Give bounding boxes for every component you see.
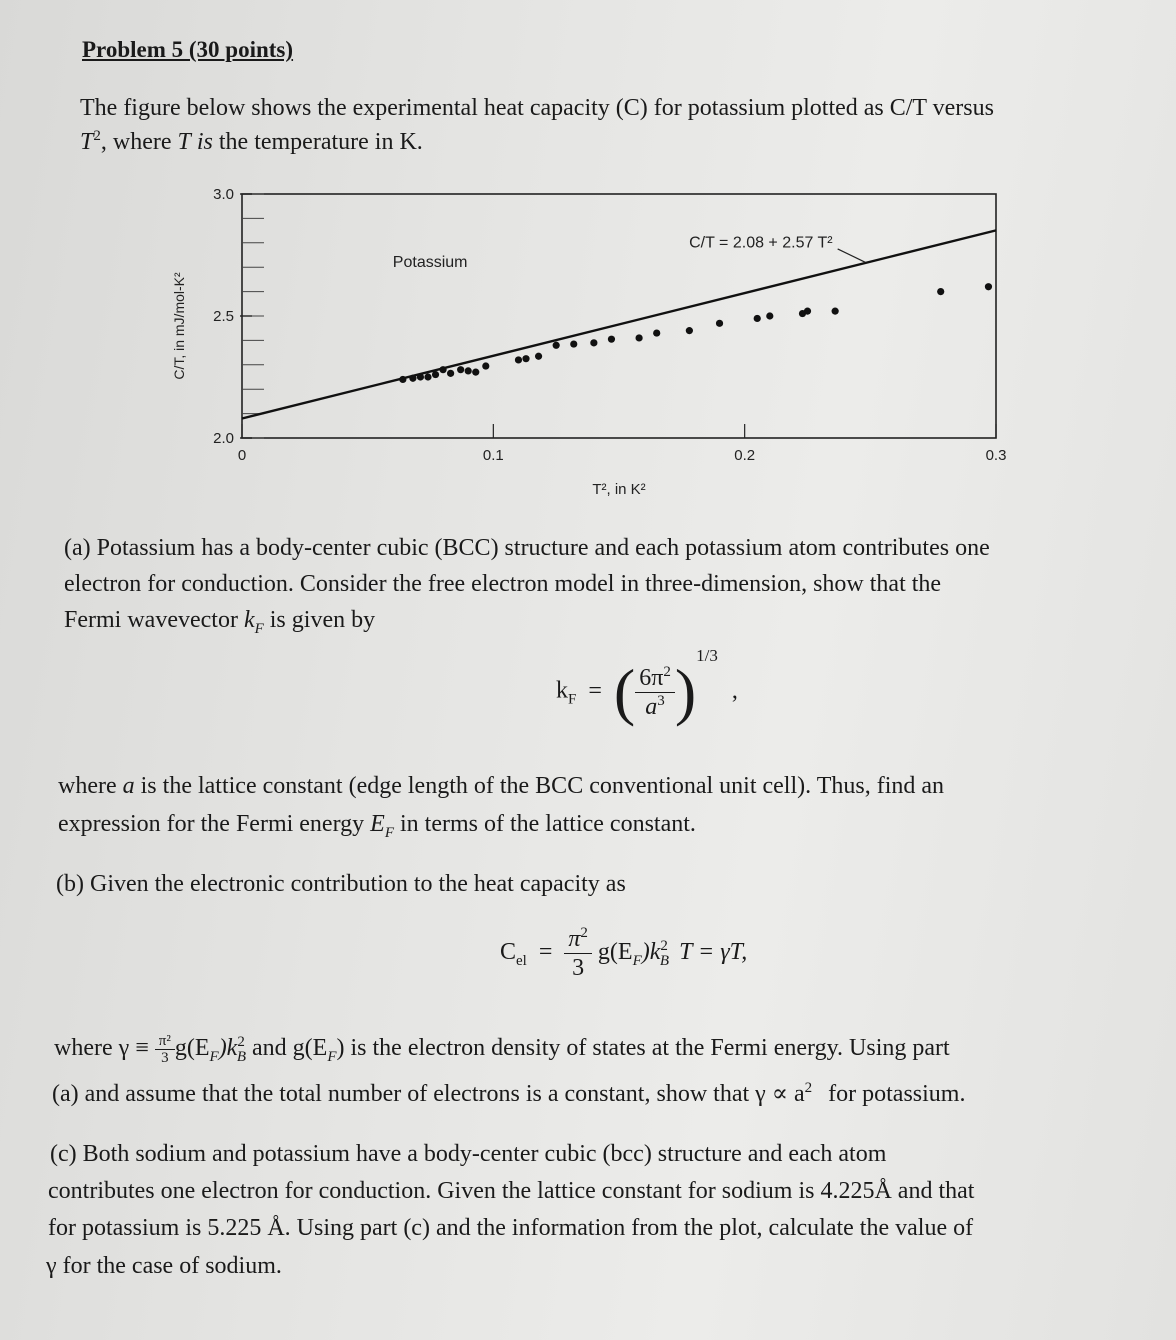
data-point [472, 369, 479, 376]
heat-capacity-chart [160, 170, 1040, 510]
part-b-line-1: (b) Given the electronic contribution to the heat capacity as [56, 871, 626, 897]
data-point [653, 329, 660, 336]
data-point [754, 315, 761, 322]
right-paren-icon: ) [674, 656, 697, 727]
data-point [522, 355, 529, 362]
eq-kf-exponent: 1/3 [696, 645, 718, 665]
part-b-g-sub: F [209, 1048, 219, 1065]
part-b-k: )k [218, 1035, 238, 1061]
data-point [482, 362, 489, 369]
part-c-line-3: for potassium is 5.225 Å. Using part (c) and the information from the plot, calculate the value of [48, 1215, 974, 1241]
eq-kf-fraction [635, 664, 675, 721]
y-tick-label: 2.0 [213, 430, 234, 447]
fit-label-pointer [838, 249, 866, 262]
part-a-line-4 [58, 768, 944, 804]
part-a-line-1: (a) Potassium has a body-center cubic (BCC) structure and each potassium atom contributes one [64, 535, 990, 561]
data-point [447, 370, 454, 377]
y-axis-label: C/T, in mJ/mol-K² [171, 272, 187, 380]
eq-kf-den: a [645, 693, 658, 720]
x-tick-label: 0.2 [734, 447, 756, 464]
eq-cel-num-sup: 2 [580, 925, 588, 941]
part-a-ef-sub: F [384, 824, 394, 841]
eq-kf-num: 6π [639, 664, 664, 691]
y-tick-label: 2.5 [213, 308, 234, 325]
part-b-k-sup: 2 [237, 1034, 245, 1050]
part-a-fermi-label: Fermi wavevector [64, 607, 238, 633]
heat-capacity-equation [500, 925, 747, 982]
intro-t-sup: 2 [93, 128, 101, 144]
data-point [399, 376, 406, 383]
eq-cel-den: 3 [572, 955, 585, 981]
fermi-wavevector-equation [556, 645, 738, 727]
part-c-line-1: (c) Both sodium and potassium have a body-center cubic (bcc) structure and each atom [50, 1141, 887, 1167]
data-point [553, 342, 560, 349]
part-a-ef-var: E [370, 811, 385, 837]
eq-kf-lhs-sub: F [568, 691, 577, 708]
part-b-inline-num: π² [155, 1033, 175, 1050]
part-b-proportional: (a) and assume that the total number of electrons is a constant, show that γ ∝ a [52, 1081, 805, 1107]
data-point [535, 353, 542, 360]
eq-cel-num: π [568, 926, 581, 952]
intro-t-var-2: T [177, 129, 191, 155]
eq-cel-g: g(E [597, 939, 633, 966]
intro-is: is [196, 129, 213, 155]
data-point [937, 288, 944, 295]
part-b-and-g: and g(E [252, 1035, 328, 1061]
y-tick-label: 3.0 [213, 186, 234, 203]
eq-cel-rhs: T = γT, [679, 939, 748, 966]
part-a-a-var: a [122, 773, 135, 799]
data-point [985, 283, 992, 290]
eq-cel-equals: = [538, 939, 553, 966]
part-b-g: g(E [174, 1035, 210, 1061]
data-point [515, 356, 522, 363]
part-b-line-3 [52, 1076, 965, 1112]
data-point [457, 366, 464, 373]
data-point [439, 366, 446, 373]
part-a-kf-sub: F [254, 620, 264, 637]
fit-equation-label: C/T = 2.08 + 2.57 T² [689, 234, 833, 252]
eq-cel-g-sub: F [632, 952, 642, 969]
x-tick-label: 0.3 [985, 447, 1007, 464]
data-point [424, 373, 431, 380]
part-b-inline-fraction [155, 1033, 175, 1066]
eq-cel-k: )k [641, 939, 661, 966]
intro-line-1: The figure below shows the experimental heat capacity (C) for potassium plotted as C/T versus [80, 95, 994, 121]
data-point [636, 334, 643, 341]
part-a-lattice-text: is the lattice constant (edge length of the BCC conventional unit cell). Thus, find an [140, 773, 945, 799]
part-a-kf-var: k [243, 607, 255, 633]
data-point [766, 312, 773, 319]
eq-kf-num-sup: 2 [663, 663, 671, 680]
part-b-dos-text: ) is the electron density of states at the Fermi energy. Using part [336, 1035, 950, 1061]
data-point [570, 340, 577, 347]
eq-kf-comma: , [731, 677, 738, 704]
part-b-for-potassium: for potassium. [828, 1081, 966, 1107]
eq-cel-lhs-sub: el [516, 952, 527, 969]
eq-kf-den-sup: 3 [657, 692, 665, 709]
intro-end: the temperature in K. [218, 129, 423, 155]
eq-cel-k-sub: B [659, 952, 670, 969]
intro-where: , where [100, 129, 172, 155]
part-a-line-2: electron for conduction. Consider the free electron model in three-dimension, show that the [64, 571, 942, 597]
part-b-k-sub: B [236, 1048, 247, 1065]
data-point [608, 336, 615, 343]
part-b-a-sup: 2 [804, 1080, 813, 1096]
data-point [804, 308, 811, 315]
part-a-where: where [58, 773, 117, 799]
left-paren-icon: ( [613, 656, 636, 727]
part-a-expr: expression for the Fermi energy [58, 811, 365, 837]
part-a-terms: in terms of the lattice constant. [399, 811, 696, 837]
problem-title: Problem 5 (30 points) [82, 37, 294, 62]
part-b-where-gamma: where γ ≡ [54, 1035, 149, 1061]
data-point [832, 308, 839, 315]
x-axis-label: T², in K² [592, 481, 646, 498]
eq-cel-k-sup: 2 [660, 938, 668, 955]
eq-cel-lhs: C [500, 939, 517, 966]
material-annotation: Potassium [392, 254, 468, 272]
part-b-inline-den: 3 [161, 1049, 169, 1066]
data-point [465, 367, 472, 374]
part-b-line-2 [54, 1030, 950, 1066]
x-tick-label: 0.1 [482, 447, 504, 464]
eq-kf-lhs: k [556, 677, 568, 704]
data-point [417, 373, 424, 380]
data-point [686, 327, 693, 334]
data-point [432, 371, 439, 378]
x-tick-label: 0 [237, 447, 247, 464]
part-c-line-2: contributes one electron for conduction. Given the lattice constant for sodium is 4.225Å and that [48, 1178, 975, 1204]
part-c-line-4: γ for the case of sodium. [46, 1253, 282, 1279]
part-a-given-by: is given by [269, 607, 376, 633]
data-point [409, 375, 416, 382]
eq-kf-equals: = [588, 677, 602, 704]
fit-line [242, 230, 996, 418]
data-point [716, 320, 723, 327]
intro-line-2 [80, 124, 423, 160]
intro-t-var: T [80, 129, 94, 155]
eq-cel-fraction [564, 925, 592, 982]
plot-frame [242, 194, 996, 438]
data-point [590, 339, 597, 346]
part-a-line-5 [58, 806, 696, 842]
part-b-and-g-sub: F [327, 1048, 337, 1065]
part-a-line-3 [64, 602, 375, 638]
